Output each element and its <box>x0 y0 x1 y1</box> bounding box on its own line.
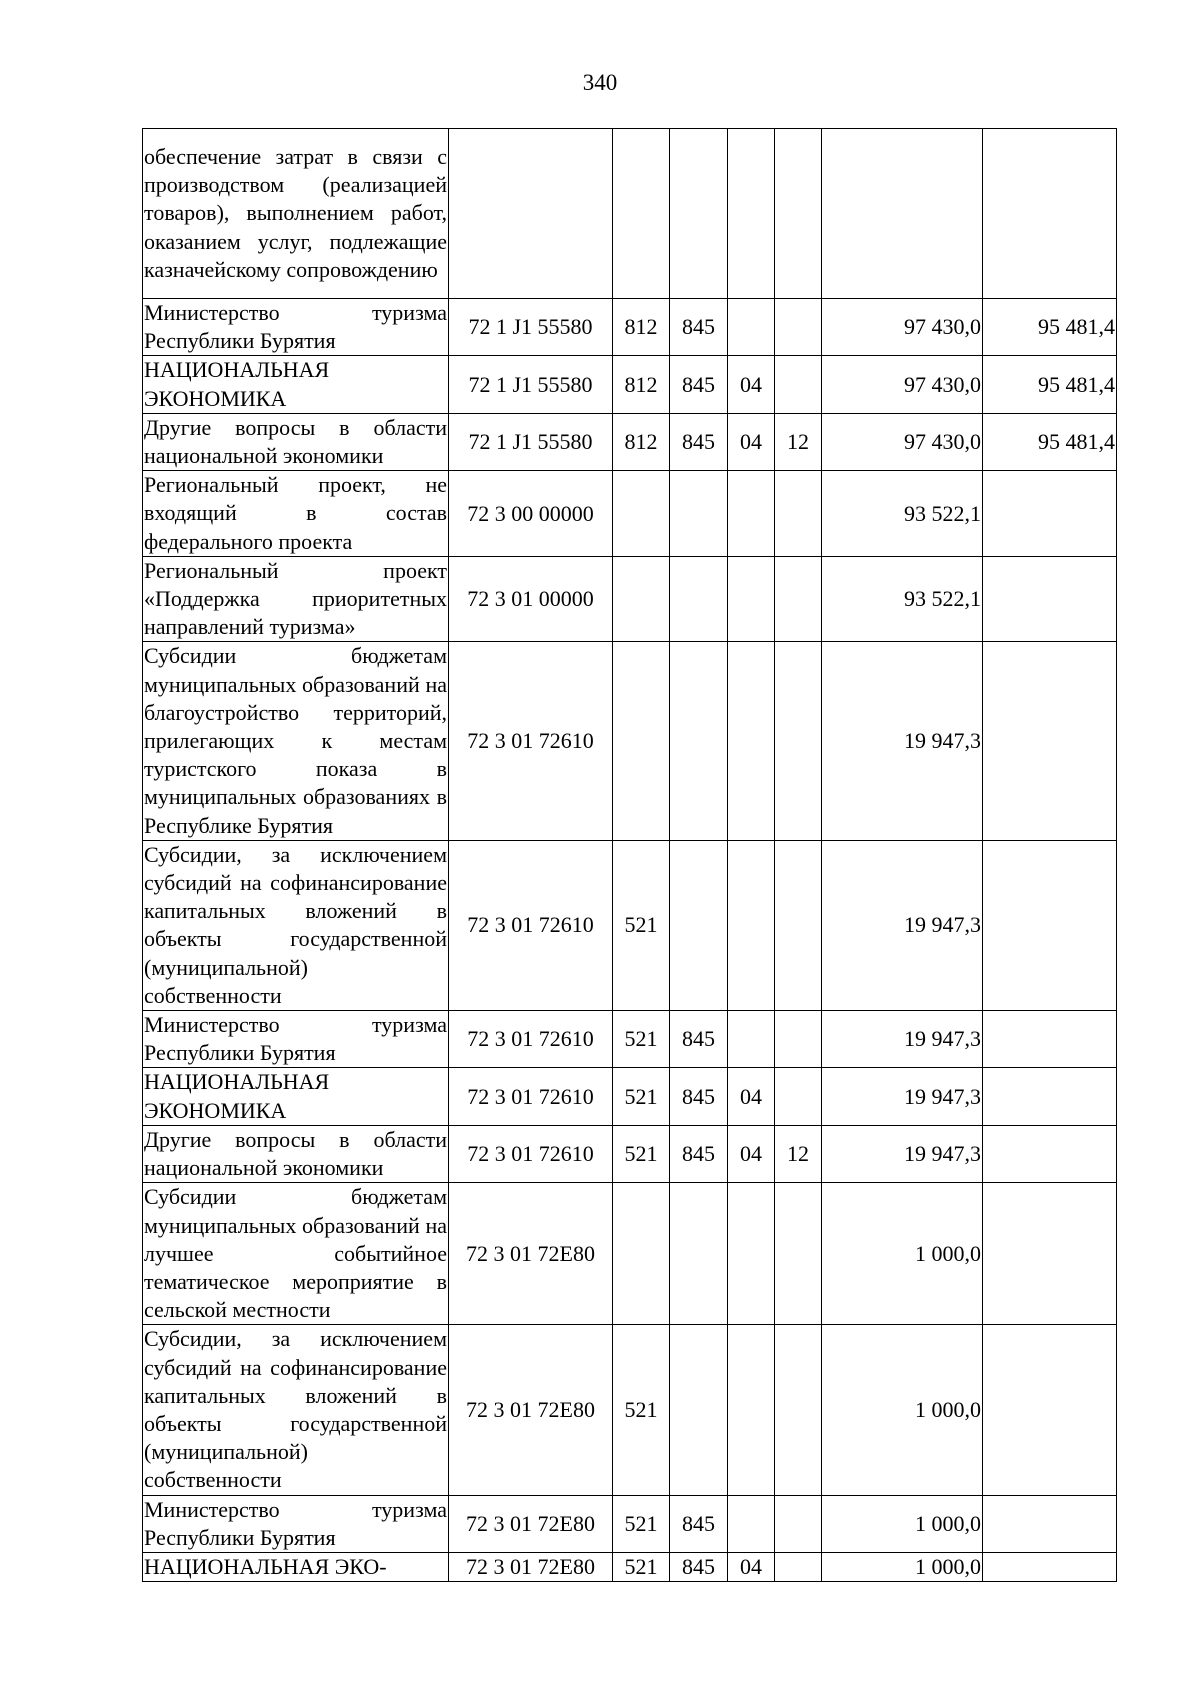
table-row <box>143 1495 1117 1552</box>
cell-amount-1: 1 000,0 <box>822 1325 983 1495</box>
cell-amount-2 <box>983 471 1117 557</box>
cell-amount-1: 19 947,3 <box>822 1011 983 1068</box>
cell-name: Министерство туризма Республики Бурятия <box>143 1011 449 1068</box>
cell-subsection <box>775 1011 822 1068</box>
cell-subsection <box>775 299 822 356</box>
cell-subsection <box>775 1325 822 1495</box>
cell-ministry-code <box>670 642 728 840</box>
cell-name: Региональный проект, не входящий в состав федерального проекта <box>143 471 449 557</box>
cell-target-code: 72 1 J1 55580 <box>449 413 613 470</box>
cell-target-code: 72 3 01 00000 <box>449 556 613 642</box>
cell-name: Субсидии, за исключением субсидий на софинансирование капитальных вложений в объекты государственной (муниципальной) собственности <box>143 840 449 1010</box>
cell-section <box>728 1011 775 1068</box>
cell-subsection: 12 <box>775 1125 822 1182</box>
cell-expense-type <box>613 556 670 642</box>
cell-ministry-code: 845 <box>670 1552 728 1581</box>
cell-subsection <box>775 1068 822 1125</box>
cell-amount-1: 19 947,3 <box>822 642 983 840</box>
cell-amount-2 <box>983 556 1117 642</box>
cell-ministry-code: 845 <box>670 299 728 356</box>
cell-ministry-code <box>670 471 728 557</box>
cell-amount-2: 95 481,4 <box>983 413 1117 470</box>
cell-expense-type: 812 <box>613 413 670 470</box>
cell-section <box>728 1325 775 1495</box>
cell-ministry-code <box>670 129 728 299</box>
cell-name: Другие вопросы в области национальной экономики <box>143 1125 449 1182</box>
cell-ministry-code: 845 <box>670 413 728 470</box>
cell-amount-1: 97 430,0 <box>822 413 983 470</box>
cell-target-code: 72 3 00 00000 <box>449 471 613 557</box>
cell-target-code <box>449 129 613 299</box>
cell-target-code: 72 1 J1 55580 <box>449 356 613 413</box>
cell-expense-type: 812 <box>613 299 670 356</box>
cell-name: Региональный проект «Поддержка приоритетных направлений туризма» <box>143 556 449 642</box>
cell-expense-type: 521 <box>613 1125 670 1182</box>
cell-subsection <box>775 642 822 840</box>
table-row <box>143 1183 1117 1325</box>
cell-amount-1: 19 947,3 <box>822 1068 983 1125</box>
cell-target-code: 72 3 01 72610 <box>449 642 613 840</box>
cell-amount-1: 93 522,1 <box>822 556 983 642</box>
cell-subsection <box>775 1183 822 1325</box>
cell-subsection <box>775 471 822 557</box>
table-body <box>143 129 1117 1582</box>
cell-name: Министерство туризма Республики Бурятия <box>143 1495 449 1552</box>
cell-name: НАЦИОНАЛЬНАЯ ЭКОНОМИКА <box>143 1068 449 1125</box>
cell-expense-type: 521 <box>613 1011 670 1068</box>
cell-subsection <box>775 556 822 642</box>
cell-section <box>728 840 775 1010</box>
cell-subsection <box>775 356 822 413</box>
cell-amount-2 <box>983 1495 1117 1552</box>
table-row <box>143 1068 1117 1125</box>
cell-subsection: 12 <box>775 413 822 470</box>
cell-name: Субсидии, за исключением субсидий на софинансирование капитальных вложений в объекты государственной (муниципальной) собственности <box>143 1325 449 1495</box>
cell-amount-2 <box>983 1325 1117 1495</box>
cell-amount-2 <box>983 1125 1117 1182</box>
cell-target-code: 72 3 01 72610 <box>449 1125 613 1182</box>
cell-amount-2 <box>983 840 1117 1010</box>
cell-expense-type: 812 <box>613 356 670 413</box>
cell-section <box>728 1495 775 1552</box>
cell-ministry-code <box>670 840 728 1010</box>
cell-amount-1: 19 947,3 <box>822 1125 983 1182</box>
cell-expense-type: 521 <box>613 1495 670 1552</box>
cell-section <box>728 1183 775 1325</box>
cell-section: 04 <box>728 356 775 413</box>
table-row <box>143 556 1117 642</box>
cell-amount-1: 97 430,0 <box>822 356 983 413</box>
cell-expense-type <box>613 471 670 557</box>
table-row <box>143 1325 1117 1495</box>
cell-section: 04 <box>728 413 775 470</box>
cell-name: НАЦИОНАЛЬНАЯ ЭКО- <box>143 1552 449 1581</box>
cell-section <box>728 129 775 299</box>
cell-target-code: 72 3 01 72610 <box>449 840 613 1010</box>
cell-name: НАЦИОНАЛЬНАЯ ЭКОНОМИКА <box>143 356 449 413</box>
table-row <box>143 129 1117 299</box>
cell-section: 04 <box>728 1552 775 1581</box>
cell-target-code: 72 3 01 72610 <box>449 1011 613 1068</box>
cell-section: 04 <box>728 1125 775 1182</box>
cell-ministry-code: 845 <box>670 1495 728 1552</box>
cell-target-code: 72 3 01 72Е80 <box>449 1552 613 1581</box>
cell-name: Другие вопросы в области национальной экономики <box>143 413 449 470</box>
cell-amount-1: 93 522,1 <box>822 471 983 557</box>
cell-subsection <box>775 1552 822 1581</box>
page-number: 340 <box>582 70 618 95</box>
cell-amount-1: 19 947,3 <box>822 840 983 1010</box>
cell-expense-type <box>613 642 670 840</box>
table-row <box>143 413 1117 470</box>
cell-amount-2: 95 481,4 <box>983 356 1117 413</box>
cell-target-code: 72 1 J1 55580 <box>449 299 613 356</box>
cell-subsection <box>775 129 822 299</box>
table-row <box>143 1011 1117 1068</box>
cell-section <box>728 556 775 642</box>
cell-section <box>728 299 775 356</box>
cell-amount-2 <box>983 129 1117 299</box>
table-row <box>143 471 1117 557</box>
table-row <box>143 1125 1117 1182</box>
cell-amount-1: 1 000,0 <box>822 1183 983 1325</box>
cell-target-code: 72 3 01 72610 <box>449 1068 613 1125</box>
cell-expense-type <box>613 1183 670 1325</box>
table-row <box>143 840 1117 1010</box>
cell-target-code: 72 3 01 72Е80 <box>449 1183 613 1325</box>
cell-name: Министерство туризма Республики Бурятия <box>143 299 449 356</box>
cell-ministry-code <box>670 556 728 642</box>
cell-amount-1: 97 430,0 <box>822 299 983 356</box>
cell-name: обеспечение затрат в связи с производством (реализацией товаров), выполнением работ, оказанием услуг, подлежащие казначейскому сопровождению <box>143 129 449 299</box>
cell-amount-1: 1 000,0 <box>822 1495 983 1552</box>
cell-section: 04 <box>728 1068 775 1125</box>
cell-ministry-code: 845 <box>670 356 728 413</box>
cell-section <box>728 471 775 557</box>
cell-amount-2 <box>983 1068 1117 1125</box>
cell-ministry-code <box>670 1325 728 1495</box>
cell-name: Субсидии бюджетам муниципальных образований на благоустройство территорий, прилегающих к местам туристского показа в муниципальных образованиях в Республике Бурятия <box>143 642 449 840</box>
cell-name: Субсидии бюджетам муниципальных образований на лучшее событийное тематическое мероприятие в сельской местности <box>143 1183 449 1325</box>
cell-amount-2 <box>983 642 1117 840</box>
cell-expense-type: 521 <box>613 1325 670 1495</box>
cell-ministry-code: 845 <box>670 1011 728 1068</box>
cell-expense-type: 521 <box>613 840 670 1010</box>
table-row <box>143 356 1117 413</box>
cell-subsection <box>775 840 822 1010</box>
budget-table <box>142 128 1117 1582</box>
cell-section <box>728 642 775 840</box>
cell-ministry-code: 845 <box>670 1125 728 1182</box>
cell-amount-2 <box>983 1183 1117 1325</box>
cell-amount-2: 95 481,4 <box>983 299 1117 356</box>
table-row <box>143 642 1117 840</box>
cell-amount-1 <box>822 129 983 299</box>
cell-expense-type: 521 <box>613 1068 670 1125</box>
cell-target-code: 72 3 01 72Е80 <box>449 1325 613 1495</box>
cell-target-code: 72 3 01 72Е80 <box>449 1495 613 1552</box>
cell-ministry-code <box>670 1183 728 1325</box>
cell-amount-1: 1 000,0 <box>822 1552 983 1581</box>
cell-amount-2 <box>983 1552 1117 1581</box>
cell-ministry-code: 845 <box>670 1068 728 1125</box>
cell-expense-type: 521 <box>613 1552 670 1581</box>
cell-amount-2 <box>983 1011 1117 1068</box>
table-row <box>143 299 1117 356</box>
table-row <box>143 1552 1117 1581</box>
cell-subsection <box>775 1495 822 1552</box>
cell-expense-type <box>613 129 670 299</box>
